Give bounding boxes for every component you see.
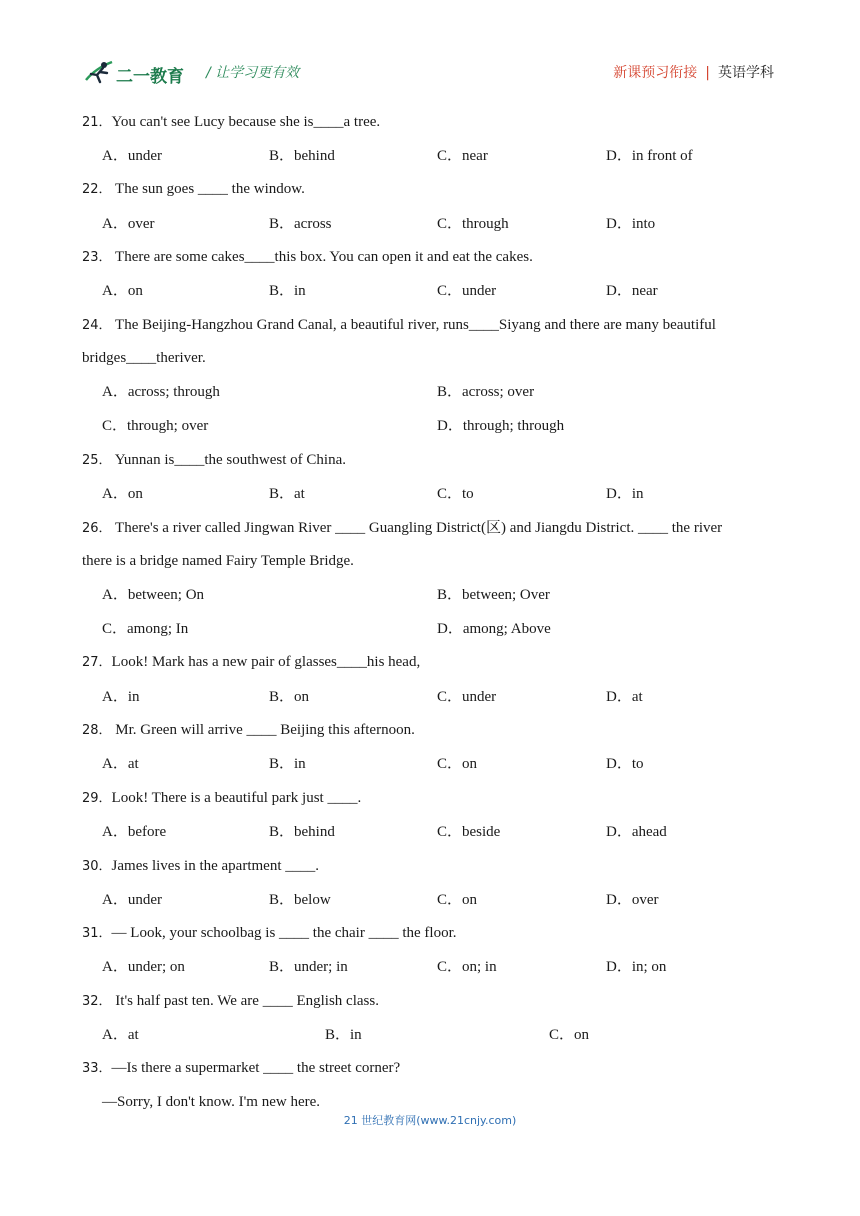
question-text: The sun goes ____ the window. xyxy=(111,181,305,197)
option-d[interactable]: D．in xyxy=(606,486,644,502)
question-text: There are some cakes____this box. You can open it and eat the cakes. xyxy=(111,249,533,265)
question-31 xyxy=(82,923,457,944)
option-d[interactable]: D．near xyxy=(606,283,658,299)
option-b[interactable]: B．behind xyxy=(269,148,335,164)
option-d[interactable]: D．among; Above xyxy=(437,621,551,637)
question-number: 33． xyxy=(82,1061,112,1076)
option-d[interactable]: D．into xyxy=(606,216,656,232)
option-a[interactable]: A．at xyxy=(102,756,139,772)
option-c[interactable]: C．near xyxy=(437,148,488,164)
option-b[interactable]: B．in xyxy=(269,756,306,772)
question-number: 22． xyxy=(82,182,112,197)
option-a[interactable]: A．on xyxy=(102,283,143,299)
question-24-continued: bridges____theriver. xyxy=(82,350,206,366)
option-c[interactable]: C．on; in xyxy=(437,959,497,975)
question-text: Yunnan is____the southwest of China. xyxy=(111,452,346,468)
option-b[interactable]: B．on xyxy=(269,689,310,705)
option-b[interactable]: B．under; in xyxy=(269,959,348,975)
option-a[interactable]: A．on xyxy=(102,486,143,502)
option-c[interactable]: C．under xyxy=(437,283,497,299)
option-d[interactable]: D．at xyxy=(606,689,643,705)
logo-text: 二一教育 xyxy=(116,67,184,87)
question-text: Look! Mark has a new pair of glasses____his head, xyxy=(111,654,421,670)
question-text: There's a river called Jingwan River ____ Guangling District(区) and Jiangdu District. ____ the river xyxy=(111,520,723,536)
question-26-continued: there is a bridge named Fairy Temple Bridge. xyxy=(82,553,354,569)
option-a[interactable]: A．under xyxy=(102,148,162,164)
question-number: 27． xyxy=(82,655,112,670)
option-c[interactable]: C．under xyxy=(437,689,497,705)
page-footer: 21 世纪教育网(www.21cnjy.com) xyxy=(343,1114,517,1127)
question-28 xyxy=(82,720,415,741)
question-text: James lives in the apartment ____. xyxy=(111,858,319,874)
option-c[interactable]: C．on xyxy=(437,892,478,908)
question-number: 26． xyxy=(82,521,112,536)
question-text: Look! There is a beautiful park just ____. xyxy=(111,790,362,806)
option-a[interactable]: A．under; on xyxy=(102,959,185,975)
question-26 xyxy=(82,518,722,539)
option-b[interactable]: B．at xyxy=(269,486,305,502)
question-number: 31． xyxy=(82,926,112,941)
option-b[interactable]: B．below xyxy=(269,892,331,908)
question-number: 29． xyxy=(82,791,112,806)
option-a[interactable]: A．between; On xyxy=(102,587,205,603)
question-30 xyxy=(82,856,319,877)
question-text: Mr. Green will arrive ____ Beijing this afternoon. xyxy=(111,722,415,738)
dialogue-answer: —Sorry, I don't know. I'm new here. xyxy=(102,1094,320,1110)
option-d[interactable]: D．to xyxy=(606,756,644,772)
question-text: — Look, your schoolbag is ____ the chair ____ the floor. xyxy=(111,925,457,941)
question-number: 25． xyxy=(82,453,112,468)
option-a[interactable]: A．at xyxy=(102,1027,139,1043)
option-a[interactable]: A．under xyxy=(102,892,162,908)
question-22 xyxy=(82,179,305,200)
option-d[interactable]: D．ahead xyxy=(606,824,667,840)
question-21 xyxy=(82,112,380,133)
option-c[interactable]: C．through; over xyxy=(102,418,209,434)
option-b[interactable]: B．in xyxy=(325,1027,362,1043)
option-d[interactable]: D．in; on xyxy=(606,959,667,975)
question-number: 32． xyxy=(82,994,112,1009)
question-29 xyxy=(82,788,361,809)
question-number: 23． xyxy=(82,250,112,265)
option-c[interactable]: C．to xyxy=(437,486,474,502)
option-b[interactable]: B．between; Over xyxy=(437,587,550,603)
question-24 xyxy=(82,315,716,336)
question-32 xyxy=(82,991,379,1012)
header-right xyxy=(613,62,774,82)
question-number: 28． xyxy=(82,723,112,738)
option-a[interactable]: A．over xyxy=(102,216,155,232)
option-c[interactable]: C．through xyxy=(437,216,509,232)
option-b[interactable]: B．across; over xyxy=(437,384,535,400)
question-27 xyxy=(82,652,420,673)
logo xyxy=(82,58,192,88)
question-23 xyxy=(82,247,533,268)
question-text: The Beijing-Hangzhou Grand Canal, a beautiful river, runs____Siyang and there are many beautiful xyxy=(111,317,716,333)
question-number: 21． xyxy=(82,115,112,130)
question-text: It's half past ten. We are ____ English class. xyxy=(111,993,379,1009)
header-separator: | xyxy=(705,65,710,81)
option-c[interactable]: C．among; In xyxy=(102,621,189,637)
page-header xyxy=(82,58,774,88)
question-number: 30． xyxy=(82,859,112,874)
option-a[interactable]: A．before xyxy=(102,824,167,840)
option-b[interactable]: B．in xyxy=(269,283,306,299)
option-c[interactable]: C．beside xyxy=(437,824,501,840)
question-33 xyxy=(82,1058,400,1079)
option-b[interactable]: B．across xyxy=(269,216,332,232)
question-25 xyxy=(82,450,346,471)
option-b[interactable]: B．behind xyxy=(269,824,335,840)
option-c[interactable]: C．on xyxy=(549,1027,590,1043)
question-number: 24． xyxy=(82,318,112,333)
course-label: 新课预习衔接 xyxy=(613,65,698,81)
option-a[interactable]: A．in xyxy=(102,689,140,705)
subject-label: 英语学科 xyxy=(718,65,774,81)
option-a[interactable]: A．across; through xyxy=(102,384,220,400)
option-d[interactable]: D．in front of xyxy=(606,148,693,164)
option-c[interactable]: C．on xyxy=(437,756,478,772)
option-d[interactable]: D．through; through xyxy=(437,418,565,434)
slogan: / 让学习更有效 xyxy=(206,65,300,81)
question-text: —Is there a supermarket ____ the street corner? xyxy=(111,1060,401,1076)
question-text: You can't see Lucy because she is____a tree. xyxy=(111,114,381,130)
option-d[interactable]: D．over xyxy=(606,892,659,908)
